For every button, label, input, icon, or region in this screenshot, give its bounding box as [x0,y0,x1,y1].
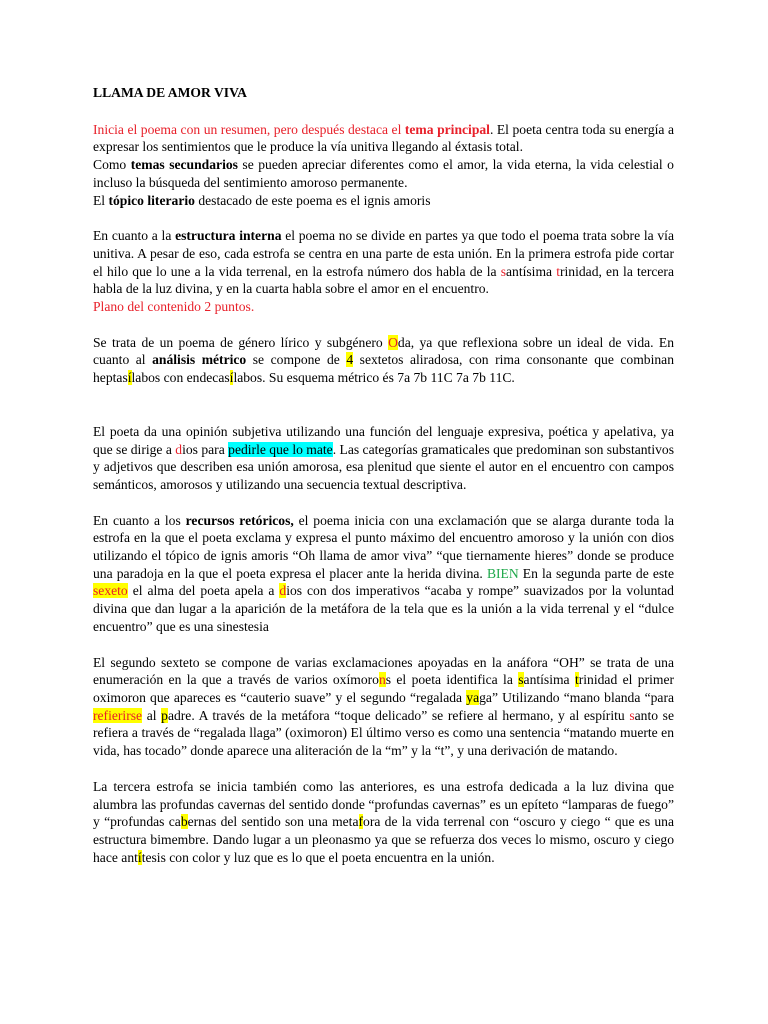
highlight-yellow: d [279,583,287,599]
highlight-yellow: p [161,707,168,723]
paragraph-line [93,156,674,191]
highlight-yellow: ya [466,689,480,705]
text: antísima [506,263,557,279]
bold-term: análisis métrico [152,352,247,368]
paragraph-genre [93,334,674,387]
text: El [93,192,109,208]
text: se compone de [246,352,347,368]
text: antísima [523,672,575,688]
paragraph-line [93,778,674,867]
paragraph-language-function [93,423,674,494]
text: Como [93,157,131,173]
bold-term: temas secundarios [130,157,238,173]
red-note: Plano del contenido 2 puntos. [93,299,255,315]
bold-term: estructura interna [175,228,282,244]
red-letter: s [629,707,635,723]
text: labos con endecas [131,370,230,386]
text: el alma del poeta apela a [127,583,280,599]
red-bold-text: tema principal [404,121,490,137]
highlight-yellow: b [180,814,188,830]
text: rinidad el primer oximoron que apareces es “cauterio suave” y el segundo “regalada [93,672,675,705]
highlight-yellow: í [229,370,234,386]
red-letter: d [175,441,183,457]
paragraph-themes [93,121,674,210]
text: ios para [182,441,229,457]
text: En la segunda parte de este [518,565,674,581]
text: ora de la vida terrenal con “oscuro y ciego “ que es una estructura bimembre. Dando lugar a un pleonasmo ya que se refuerza dos veces lo mismo, oscuro y ciego hace ant [93,814,675,865]
text: El segundo sexteto se compone de varias exclamaciones apoyadas en la anáfora “OH” se trata de una enumeración en la que a través de varios oxímoro [93,654,674,688]
text: se pueden apreciar diferentes como el amor, la vida eterna, la vida celestial o incluso la búsqueda del sentimiento amoroso permanente. [93,157,674,190]
paragraph-line [93,423,674,494]
text: destacado de este poema es el ignis amoris [194,192,431,208]
text: ga” Utilizando “mano blanda “para [479,689,675,705]
highlight-yellow: s [518,672,524,688]
text: al [142,707,162,723]
red-letter: t [556,263,560,279]
text: anto se refiera a través de “regalada llaga” (oximoron) El último verso es como una sentencia “matando muerte en vida, has tocado” donde aparece una aliteración de la “m” y la “t”, y una derivación de matando. [93,707,674,759]
text: el poema inicia con una exclamación que se alarga durante toda la estrofa en la que el poeta exclama y expresa el punto máximo del encuentro amoroso y la unión con dios utilizando el tópico de ignis amoris “Oh llama de amor viva” “que tiernamente hieres” donde se produce una paradoja en la que el poeta expresa el placer ante la herida divina. [93,512,675,581]
red-text: Inicia el poema con un resumen, pero después destaca el [93,121,405,137]
paragraph-line [93,334,674,387]
text: La tercera estrofa se inicia también como las anteriores, es una estrofa dedicada a la luz divina que alumbra las profundas cavernas del sentido donde “profundas cavernas” es un epíteto “lamparas de fuego” y “profundas ca [93,778,674,830]
document-body [93,84,674,866]
text: rinidad, en la tercera habla de la luz divina, y en la cuarta habla sobre el amor en el encuentro. [93,263,674,297]
text: tesis con color y luz que es lo que el poeta encuentra en la unión. [141,849,495,865]
text: sextetos aliradosa, con rima consonante que combinan heptas [93,352,674,386]
highlight-yellow: í [127,370,132,386]
highlight-yellow: t [574,672,579,688]
highlight-yellow: f [358,814,364,830]
highlight-yellow: refierirse [93,707,143,723]
text: s el poeta identifica la [385,672,519,688]
highlight-yellow: í [137,849,142,865]
text: . Las categorías gramaticales que predominan son substantivos y adjetivos que describen esa unión amorosa, esa plenitud que siente el autor en el encuentro con campos semánticos, amorosos y utilizando una secuencia textual descriptiva. [93,441,674,492]
green-comment: BIEN [486,565,519,581]
highlight-cyan: pedirle que lo mate [228,441,333,457]
text: el poema no se divide en partes ya que todo el poema trata sobre la vía unitiva. A pesar de eso, cada estrofa se centra en una parte de esta unión. En la primera estrofa pide cortar el hilo que lo une a la vida terrenal, en la estrofa número dos habla de la [93,228,674,279]
text: En cuanto a los [93,512,186,528]
document-title: LLAMA DE AMOR VIVA [93,85,247,100]
paragraph-line [93,192,674,210]
text: Se trata de un poema de género lírico y subgénero [93,334,389,350]
highlight-yellow: O [388,334,398,350]
text: ernas del sentido son una meta [187,814,359,830]
text: ios con dos imperativos “acaba y rompe” suavizados por la voluntad divina que dan lugar a la aparición de la metáfora de la tela que es la unión a la vida terrenal y el “dulce encuentro” que es una sinestesia [93,583,674,634]
paragraph-second-sextet [93,654,674,760]
text: En cuanto a la [93,228,176,244]
bold-term: recursos retóricos, [185,512,294,528]
paragraph-line [93,654,674,760]
text: labos. Su esquema métrico és 7a 7b 11C 7a 7b 11C. [233,370,515,386]
bold-term: tópico literario [108,192,195,208]
highlight-yellow: n [378,672,386,688]
paragraph-third-stanza [93,778,674,867]
highlight-yellow: sexeto [93,583,128,599]
paragraph-rhetorical-resources [93,512,674,636]
paragraph-structure [93,227,674,316]
paragraph-line [93,121,674,156]
red-letter: s [500,263,506,279]
paragraph-line [93,227,674,298]
text: El poeta da una opinión subjetiva utilizando una función del lenguaje expresiva, poética y apelativa, ya que se dirige a [93,423,674,457]
paragraph-line [93,512,674,636]
text: da, ya que reflexiona sobre un ideal de vida. En cuanto al [93,334,674,368]
highlight-yellow: 4 [346,352,354,368]
text: adre. A través de la metáfora “toque delicado” se refiere al hermano, y al espíritu [167,707,630,723]
text: . El poeta centra toda su energía a expresar los sentimientos que le produce la vía unitiva llegando al éxtasis total. [93,121,674,155]
